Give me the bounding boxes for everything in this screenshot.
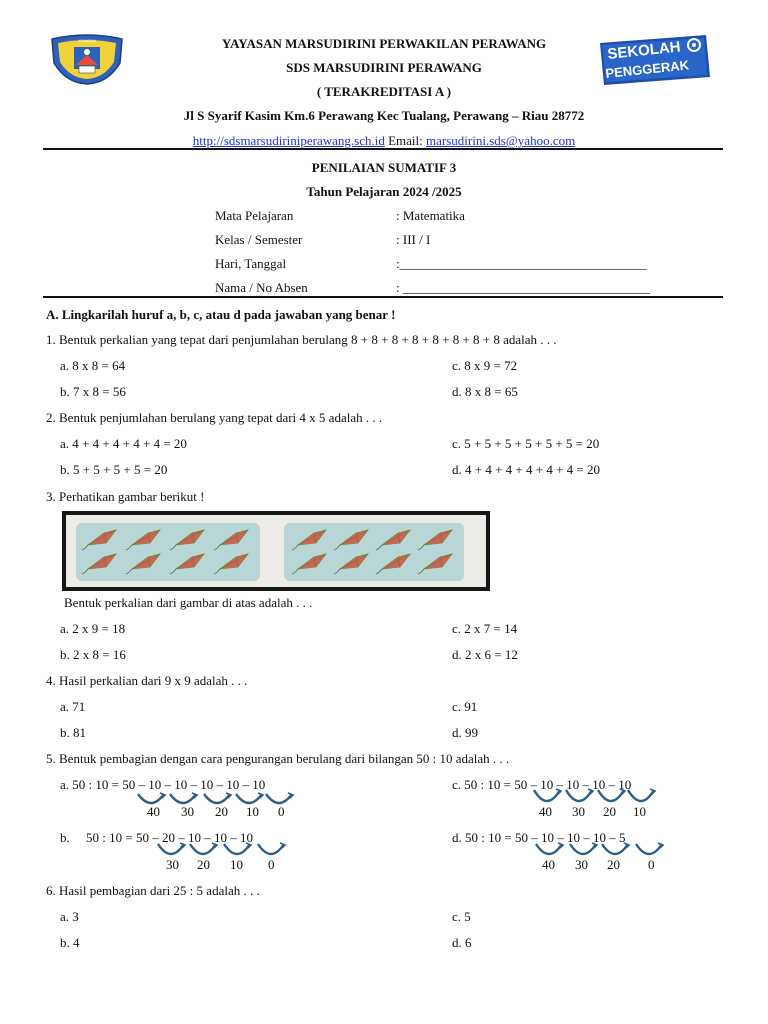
- q1-option-b[interactable]: b. 7 x 8 = 56: [60, 384, 126, 399]
- step-arc: [628, 790, 654, 801]
- kite-icon: [376, 530, 410, 550]
- q3-option-a[interactable]: a. 2 x 9 = 18: [60, 621, 126, 636]
- step-arc: [158, 844, 184, 854]
- field-label-subject: Mata Pelajaran: [215, 208, 294, 223]
- kite-icon: [170, 554, 204, 574]
- q6-option-c[interactable]: c. 5: [452, 909, 471, 924]
- step-arc: [170, 794, 196, 803]
- q3-option-d[interactable]: d. 2 x 6 = 12: [452, 647, 518, 662]
- exam-title: PENILAIAN SUMATIF 3: [311, 160, 457, 175]
- field-value-class: : III / I: [396, 232, 431, 247]
- kite-icon: [376, 554, 410, 574]
- exam-year: Tahun Pelajaran 2024 /2025: [306, 184, 462, 199]
- q2-option-d[interactable]: d. 4 + 4 + 4 + 4 + 4 + 4 = 20: [452, 462, 600, 477]
- question-3-subtext: Bentuk perkalian dari gambar di atas adalah . . .: [64, 595, 313, 610]
- q4-option-d[interactable]: d. 99: [452, 725, 478, 740]
- q5-c-step-3: 20: [603, 804, 616, 819]
- step-arc: [236, 794, 262, 803]
- q5-b-arcs: [154, 842, 294, 858]
- header-divider: [43, 148, 723, 150]
- q5-option-d[interactable]: d. 50 : 10 = 50 – 10 – 10 – 10 – 5: [452, 830, 626, 845]
- question-3: 3. Perhatikan gambar berikut !: [46, 489, 205, 504]
- q4-option-a[interactable]: a. 71: [60, 699, 86, 714]
- q5-a-step-3: 20: [215, 804, 228, 819]
- q3-option-c[interactable]: c. 2 x 7 = 14: [452, 621, 518, 636]
- kite-icon: [292, 530, 326, 550]
- website-link[interactable]: http://sdsmarsudiriniperawang.sch.id: [192, 133, 385, 148]
- step-arc: [602, 844, 628, 854]
- q5-c-step-2: 30: [572, 804, 585, 819]
- kite-icon: [292, 554, 326, 574]
- kite-icon: [126, 554, 160, 574]
- q5-option-c[interactable]: c. 50 : 10 = 50 – 10 – 10 – 10 – 10: [452, 777, 632, 792]
- q5-a-step-1: 40: [147, 804, 160, 819]
- accreditation: ( TERAKREDITASI A ): [316, 84, 452, 99]
- field-value-subject: : Matematika: [396, 208, 465, 223]
- step-arc: [224, 844, 250, 854]
- q5-b-step-1: 30: [166, 857, 179, 872]
- q5-a-step-4: 10: [246, 804, 259, 819]
- contact-line: [0, 133, 768, 149]
- school-address: Jl S Syarif Kasim Km.6 Perawang Kec Tualang, Perawang – Riau 28772: [183, 108, 585, 123]
- kite-icon: [418, 554, 452, 574]
- q6-option-d[interactable]: d. 6: [452, 935, 472, 950]
- q2-option-b[interactable]: b. 5 + 5 + 5 + 5 = 20: [60, 462, 168, 477]
- question-2: 2. Bentuk penjumlahan berulang yang tepat dari 4 x 5 adalah . . .: [46, 410, 383, 425]
- step-arc: [258, 844, 284, 854]
- step-arc: [536, 844, 562, 854]
- field-label-class: Kelas / Semester: [215, 232, 303, 247]
- question-5: 5. Bentuk pembagian dengan cara pengurangan berulang dari bilangan 50 : 10 adalah . . .: [46, 751, 510, 766]
- q5-d-step-4: 0: [648, 857, 655, 872]
- q5-b-step-4: 0: [268, 857, 275, 872]
- question-6: 6. Hasil pembagian dari 25 : 5 adalah . . .: [46, 883, 260, 898]
- q2-option-a[interactable]: a. 4 + 4 + 4 + 4 + 4 = 20: [60, 436, 187, 451]
- field-label-name: Nama / No Absen: [215, 280, 308, 295]
- field-label-date: Hari, Tanggal: [215, 256, 287, 271]
- kites-illustration: [66, 515, 486, 587]
- q5-a-step-2: 30: [181, 804, 194, 819]
- kites-picture: [62, 511, 490, 591]
- q5-d-step-1: 40: [542, 857, 555, 872]
- fields-divider: [43, 296, 723, 298]
- step-arc: [636, 844, 662, 854]
- question-4: 4. Hasil perkalian dari 9 x 9 adalah . . .: [46, 673, 248, 688]
- step-arc: [534, 790, 560, 801]
- q2-option-c[interactable]: c. 5 + 5 + 5 + 5 + 5 + 5 = 20: [452, 436, 600, 451]
- q5-c-step-4: 10: [633, 804, 646, 819]
- foundation-name: YAYASAN MARSUDIRINI PERWAKILAN PERAWANG: [221, 36, 547, 51]
- q6-option-b[interactable]: b. 4: [60, 935, 80, 950]
- svg-text:PENGGERAK: PENGGERAK: [604, 57, 690, 81]
- q5-b-step-3: 10: [230, 857, 243, 872]
- q3-option-b[interactable]: b. 2 x 8 = 16: [60, 647, 126, 662]
- step-arc: [266, 794, 292, 803]
- q5-b-step-2: 20: [197, 857, 210, 872]
- step-arc: [138, 794, 164, 803]
- kite-icon: [126, 530, 160, 550]
- email-link[interactable]: marsudirini.sds@yahoo.com: [426, 133, 576, 148]
- kite-icon: [214, 554, 248, 574]
- kite-icon: [170, 530, 204, 550]
- q1-option-c[interactable]: c. 8 x 9 = 72: [452, 358, 518, 373]
- kite-icon: [418, 530, 452, 550]
- kite-icon: [214, 530, 248, 550]
- q5-a-step-5: 0: [278, 804, 285, 819]
- q4-option-c[interactable]: c. 91: [452, 699, 478, 714]
- step-arc: [204, 794, 230, 803]
- question-1: 1. Bentuk perkalian yang tepat dari penjumlahan berulang 8 + 8 + 8 + 8 + 8 + 8 + 8 + 8 adalah . . .: [46, 332, 557, 347]
- kite-icon: [82, 554, 116, 574]
- email-label: Email:: [384, 133, 427, 148]
- q6-option-a[interactable]: a. 3: [60, 909, 79, 924]
- q1-option-a[interactable]: a. 8 x 8 = 64: [60, 358, 126, 373]
- step-arc: [598, 790, 624, 801]
- field-value-name: : ______________________________________: [396, 280, 650, 295]
- section-a-instruction: A. Lingkarilah huruf a, b, c, atau d pada jawaban yang benar !: [46, 307, 396, 322]
- q4-option-b[interactable]: b. 81: [60, 725, 86, 740]
- q5-option-b[interactable]: b. 50 : 10 = 50 – 20 – 10 – 10 – 10: [60, 830, 253, 845]
- kite-icon: [334, 554, 368, 574]
- q5-c-step-1: 40: [539, 804, 552, 819]
- q5-d-step-2: 30: [575, 857, 588, 872]
- step-arc: [566, 790, 592, 801]
- kite-icon: [334, 530, 368, 550]
- svg-text:YAYASAN: YAYASAN: [77, 38, 97, 43]
- step-arc: [570, 844, 596, 854]
- kite-icon: [82, 530, 116, 550]
- q5-d-step-3: 20: [607, 857, 620, 872]
- q1-option-d[interactable]: d. 8 x 8 = 65: [452, 384, 518, 399]
- field-value-date: :______________________________________: [396, 256, 647, 271]
- q5-d-arcs: [530, 842, 670, 858]
- school-name: SDS MARSUDIRINI PERAWANG: [286, 60, 482, 75]
- q5-option-a[interactable]: a. 50 : 10 = 50 – 10 – 10 – 10 – 10 – 10: [60, 777, 266, 792]
- svg-text:SEKOLAH: SEKOLAH: [606, 38, 682, 63]
- step-arc: [190, 844, 216, 854]
